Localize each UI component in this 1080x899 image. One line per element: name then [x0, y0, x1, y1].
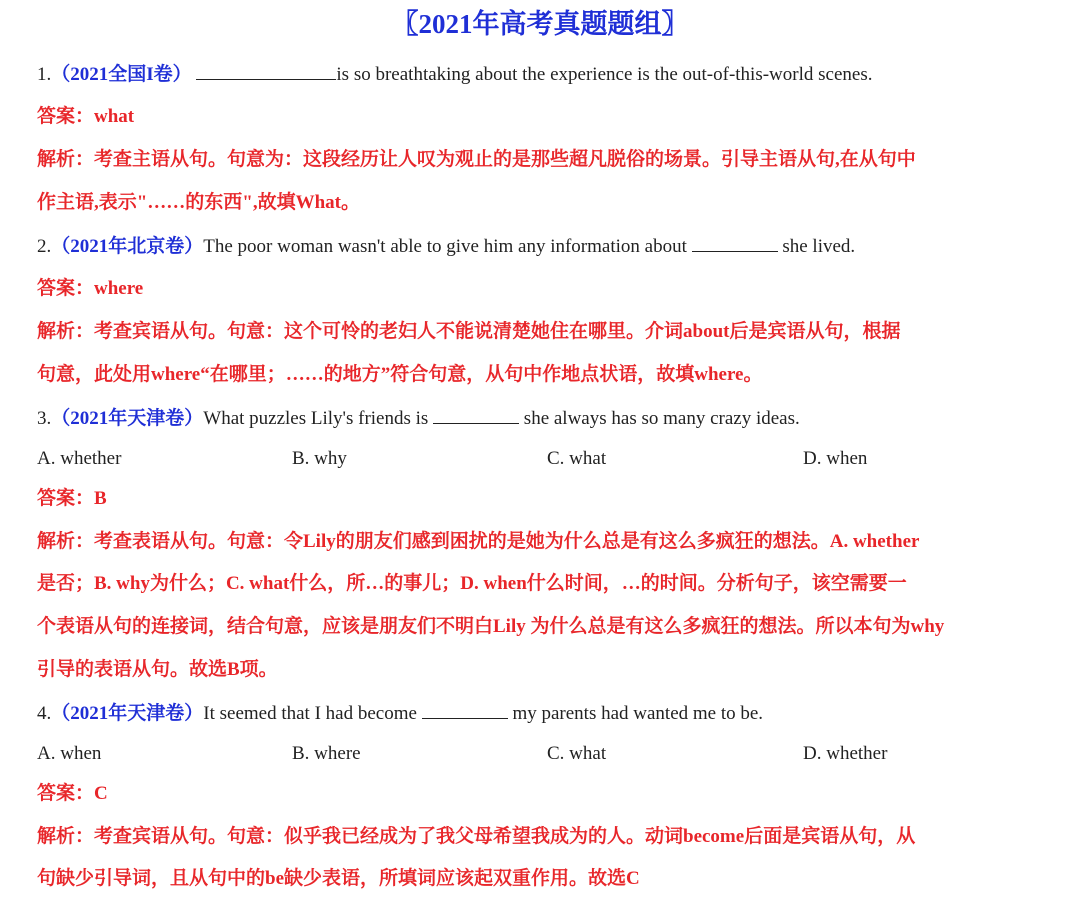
- analysis-line: 作主语,表示"……的东西",故填What。: [37, 192, 360, 213]
- question-text: It seemed that I had become: [203, 703, 417, 724]
- answer-blank: [422, 700, 508, 719]
- answer-blank: [196, 61, 336, 80]
- question-2: [37, 233, 1062, 260]
- page-title: 〖2021年高考真题题组〗: [391, 9, 689, 39]
- question-number: 3.: [37, 408, 52, 429]
- option-c: C. what: [547, 448, 607, 469]
- question-source: （2021年天津卷）: [51, 408, 204, 429]
- option-c: C. what: [547, 743, 607, 764]
- analysis-line: 解析：考查宾语从句。句意：似乎我已经成为了我父母希望我成为的人。动词become后面是宾语从句，从: [37, 826, 916, 847]
- question-text: The poor woman wasn't able to give him any information about: [203, 236, 687, 257]
- answer-line: 答案：where: [37, 278, 144, 299]
- analysis-line: 个表语从句的连接词，结合句意，应该是朋友们不明白Lily 为什么总是有这么多疯狂的想法。所以本句为why: [37, 616, 945, 637]
- answer-line: 答案：B: [37, 488, 107, 509]
- question-1: [37, 61, 1062, 88]
- question-source: （2021全国I卷）: [51, 64, 192, 85]
- question-source: （2021年北京卷）: [51, 236, 204, 257]
- analysis-line: 句意，此处用where“在哪里；……的地方”符合句意，从句中作地点状语，故填where。: [37, 364, 763, 385]
- analysis-line: 解析：考查表语从句。句意：令Lily的朋友们感到困扰的是她为什么总是有这么多疯狂的想法。A. whether: [37, 531, 920, 552]
- analysis-line: 是否；B. why为什么；C. what什么，所…的事儿；D. when什么时间，…的时间。分析句子，该空需要一: [37, 573, 907, 594]
- question-number: 2.: [37, 236, 52, 257]
- analysis-line: 引导的表语从句。故选B项。: [37, 659, 278, 680]
- answer-line: 答案：what: [37, 106, 135, 127]
- question-text: What puzzles Lily's friends is: [203, 408, 429, 429]
- answer-blank: [692, 233, 778, 252]
- question-text: is so breathtaking about the experience is the out-of-this-world scenes.: [336, 64, 873, 85]
- question-source: （2021年天津卷）: [51, 703, 204, 724]
- question-text: she always has so many crazy ideas.: [523, 408, 800, 429]
- answer-line: 答案：C: [37, 783, 108, 804]
- option-d: D. when: [803, 448, 868, 469]
- question-number: 4.: [37, 703, 52, 724]
- question-text: she lived.: [782, 236, 856, 257]
- question-3: [37, 405, 1062, 432]
- option-d: D. whether: [803, 743, 888, 764]
- analysis-line: 解析：考查主语从句。句意为：这段经历让人叹为观止的是那些超凡脱俗的场景。引导主语从句,在从句中: [37, 149, 916, 170]
- option-a: A. whether: [37, 448, 122, 469]
- question-number: 1.: [37, 64, 52, 85]
- question-text: my parents had wanted me to be.: [512, 703, 764, 724]
- answer-blank: [433, 405, 519, 424]
- option-a: A. when: [37, 743, 102, 764]
- option-b: B. why: [292, 448, 347, 469]
- option-b: B. where: [292, 743, 361, 764]
- analysis-line: 句缺少引导词，且从句中的be缺少表语，所填词应该起双重作用。故选C: [37, 868, 640, 889]
- question-4: [37, 700, 1062, 727]
- analysis-line: 解析：考查宾语从句。句意：这个可怜的老妇人不能说清楚她住在哪里。介词about后是宾语从句，根据: [37, 321, 901, 342]
